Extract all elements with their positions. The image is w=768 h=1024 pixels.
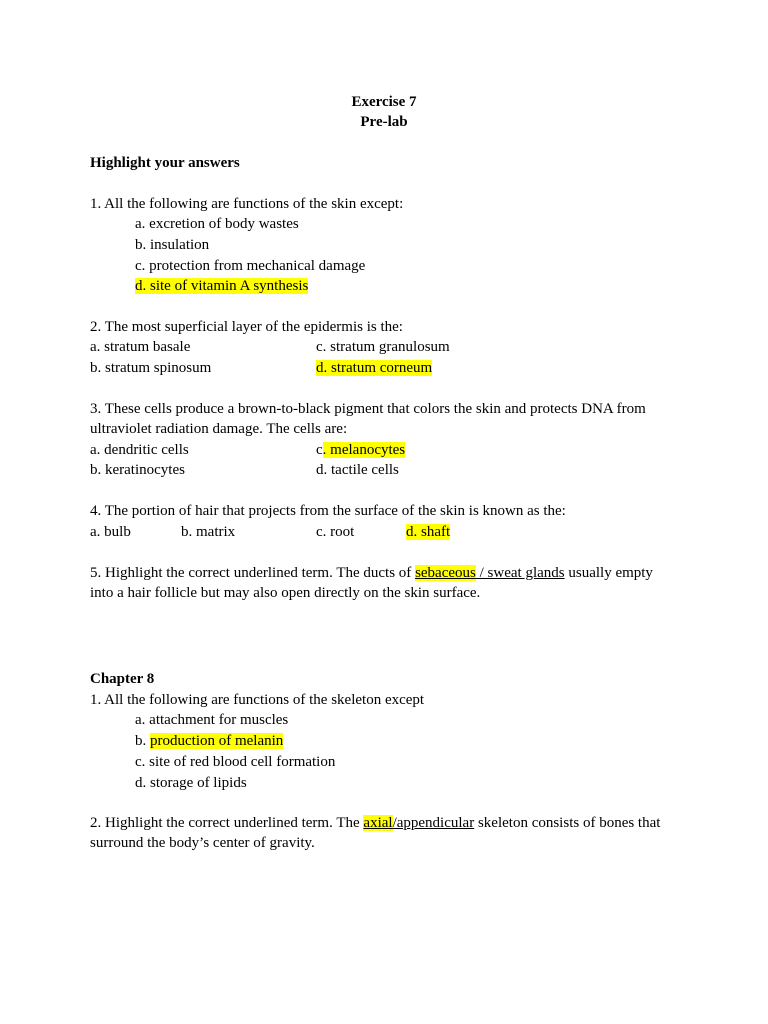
page-title: Exercise 7 [351,94,417,110]
q3-option-a: a. dendritic cells [90,442,189,458]
question-5-line-1 [90,563,653,583]
q4-option-c: c. root [316,524,355,540]
ch8-question-2-line-2: surround the body’s center of gravity. [90,835,315,851]
highlighted-answer: axial [363,815,393,831]
question-3-line-1: 3. These cells produce a brown-to-black pigment that colors the skin and protects DNA from [90,401,646,417]
q4-option-a: a. bulb [90,524,131,540]
highlighted-answer: sebaceous [415,565,476,581]
highlighted-answer: d. stratum corneum [316,360,433,376]
q1-option-d [135,276,308,296]
q4-option-b: b. matrix [181,524,236,540]
q2-option-d [316,358,432,378]
instructions: Highlight your answers [90,155,240,171]
question-3-line-2: ultraviolet radiation damage. The cells are: [90,421,348,437]
q3-option-b: b. keratinocytes [90,462,185,478]
question-5-line-2: into a hair follicle but may also open directly on the skin surface. [90,585,481,601]
ch8-q1-option-c: c. site of red blood cell formation [135,754,336,770]
q2-option-b: b. stratum spinosum [90,360,212,376]
highlighted-answer: . melanocytes [322,442,406,458]
highlighted-answer: production of melanin [150,733,284,749]
question-1: 1. All the following are functions of the skin except: [90,196,404,212]
question-text: 2. Highlight the correct underlined term. The [90,815,364,831]
chapter-heading: Chapter 8 [90,671,155,687]
q3-option-c [316,440,405,460]
ch8-question-1: 1. All the following are functions of the skeleton except [90,692,425,708]
ch8-q1-option-b [135,731,283,751]
option-prefix: c [316,442,323,458]
q2-option-a: a. stratum basale [90,339,191,355]
question-4: 4. The portion of hair that projects from the surface of the skin is known as the: [90,503,566,519]
highlighted-answer: d. shaft [406,524,451,540]
question-text: skeleton consists of bones that [474,815,661,831]
highlighted-answer: d. site of vitamin A synthesis [135,278,309,294]
option-prefix: b. [135,733,150,749]
q1-option-c: c. protection from mechanical damage [135,258,366,274]
page-subtitle: Pre-lab [360,114,408,130]
question-text: 5. Highlight the correct underlined term. The ducts of [90,565,416,581]
q4-option-d [406,522,450,542]
q1-option-a: a. excretion of body wastes [135,216,299,232]
underlined-term: / sweat glands [475,565,565,581]
underlined-term: /appendicular [392,815,475,831]
ch8-q1-option-a: a. attachment for muscles [135,712,289,728]
q2-option-c: c. stratum granulosum [316,339,450,355]
q1-option-b: b. insulation [135,237,210,253]
ch8-question-2-line-1 [90,813,660,833]
question-2: 2. The most superficial layer of the epidermis is the: [90,319,403,335]
ch8-q1-option-d: d. storage of lipids [135,775,247,791]
question-text: usually empty [564,565,653,581]
q3-option-d: d. tactile cells [316,462,399,478]
